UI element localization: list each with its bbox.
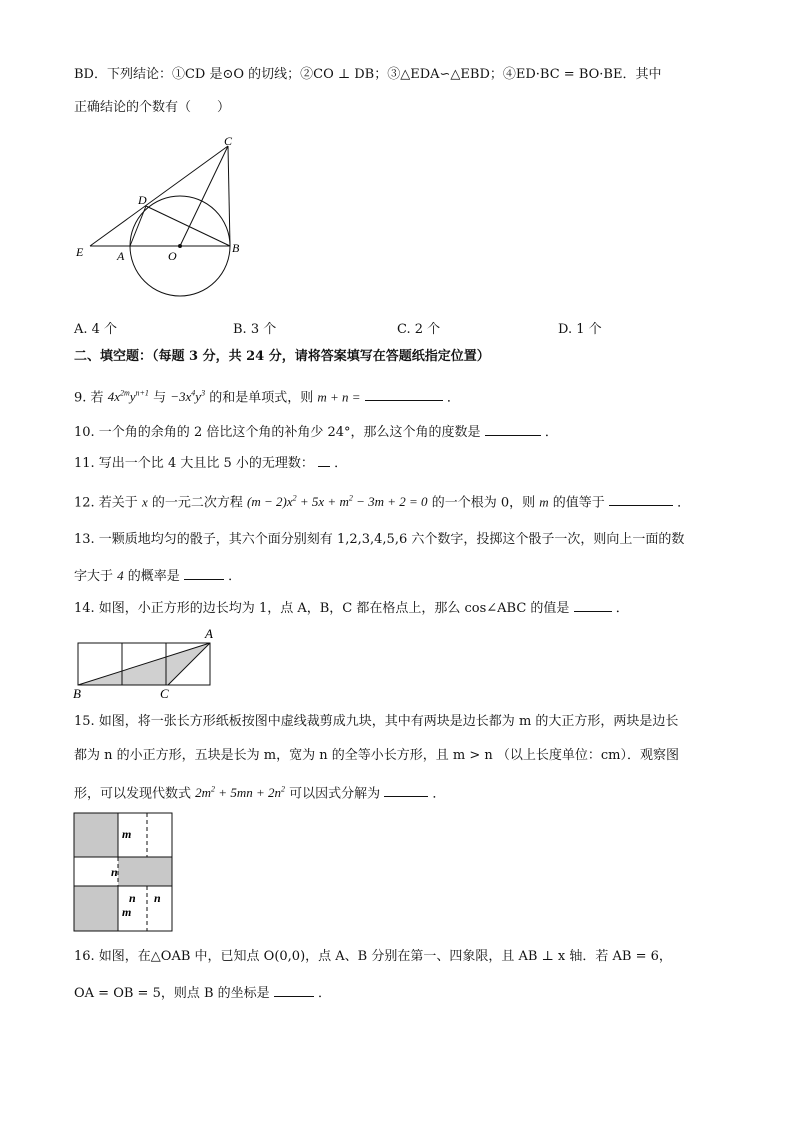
small-square-2 bbox=[147, 857, 172, 886]
q16-line1: 16. 如图，在△OAB 中，已知点 O(0,0)，点 A、B 分别在第一、四象限，且 AB ⊥ x 轴．若 AB = 6， bbox=[74, 949, 672, 964]
q11-answer-blank[interactable] bbox=[318, 454, 330, 467]
q13-number: 4 bbox=[117, 568, 124, 583]
q14 bbox=[74, 599, 629, 618]
label-e: E bbox=[76, 245, 84, 259]
q12 bbox=[74, 490, 690, 512]
q10-end: ． bbox=[544, 425, 558, 440]
q16-line2 bbox=[74, 984, 331, 1003]
q12-b: 的一元二次方程 bbox=[151, 495, 243, 511]
q14-answer-blank[interactable] bbox=[574, 599, 612, 612]
q15-line2: 都为 n 的小正方形，五块是长为 m，宽为 n 的全等小长方形，且 m > n （以上长度单位：cm）．观察图 bbox=[74, 748, 679, 763]
q12-a: 12. 若关于 bbox=[74, 495, 138, 511]
q12-c: 的一个根为 0，则 bbox=[431, 495, 536, 511]
q10 bbox=[74, 423, 558, 442]
q9-expr3: m + n = bbox=[317, 389, 361, 405]
q12-answer-blank[interactable] bbox=[609, 493, 673, 506]
q12-equation: $(m - 2)x^2 + 5x + m^2 - 3m + 2 = 0$ bbox=[247, 494, 428, 510]
q8-geometry bbox=[90, 146, 230, 296]
label-a: A bbox=[117, 249, 125, 263]
label-o: O bbox=[168, 249, 177, 263]
q12-d: 的值等于 bbox=[552, 495, 605, 511]
option-d[interactable]: D. 1 个 bbox=[558, 322, 602, 337]
label-b: B bbox=[232, 241, 240, 255]
q9 bbox=[74, 385, 460, 407]
q9-a: 9. 若 bbox=[74, 390, 104, 406]
option-a[interactable]: A. 4 个 bbox=[74, 322, 118, 337]
q8-figure bbox=[70, 130, 250, 305]
q15-label-m1: m bbox=[122, 827, 132, 841]
label-c: C bbox=[224, 134, 233, 148]
option-c[interactable]: C. 2 个 bbox=[397, 322, 441, 337]
q15-expression: $2m^2 + 5mn + 2n^2$ bbox=[195, 785, 285, 801]
q15-label-n1: n bbox=[111, 865, 118, 879]
q13-c: ． bbox=[228, 569, 242, 584]
small-square-1 bbox=[118, 857, 147, 886]
q14-label-b: B bbox=[73, 686, 81, 700]
q15-label-n2: n bbox=[129, 891, 136, 905]
q9-answer-blank[interactable] bbox=[365, 388, 443, 401]
q9-expr2: $-3x^4y^3$ bbox=[170, 389, 206, 405]
q9-b: 与 bbox=[153, 390, 167, 406]
q9-d: ． bbox=[446, 390, 460, 406]
q15-b: 可以因式分解为 bbox=[289, 786, 381, 802]
line-db bbox=[146, 206, 230, 246]
q14-text: 14. 如图，小正方形的边长均为 1，点 A，B，C 都在格点上，那么 cos∠ABC 的值是 bbox=[74, 601, 570, 616]
line-ad bbox=[130, 206, 146, 246]
center-dot bbox=[178, 244, 182, 248]
q14-end: ． bbox=[615, 601, 629, 616]
q11-end: ． bbox=[334, 456, 348, 471]
q15-label-m2: m bbox=[122, 905, 132, 919]
section-title: 二、填空题：（每题 3 分，共 24 分，请将答案填写在答题纸指定位置） bbox=[74, 349, 490, 364]
q13-answer-blank[interactable] bbox=[184, 567, 224, 580]
option-b[interactable]: B. 3 个 bbox=[233, 322, 277, 337]
q13-a: 字大于 bbox=[74, 569, 114, 584]
q12-var-x: x bbox=[141, 494, 148, 510]
q13-b: 的概率是 bbox=[127, 569, 180, 584]
big-square-bottom bbox=[74, 886, 118, 931]
q16-answer-blank[interactable] bbox=[274, 984, 314, 997]
q12-var-m: m bbox=[539, 494, 549, 510]
q10-text: 10. 一个角的余角的 2 倍比这个角的补角少 24°，那么这个角的度数是 bbox=[74, 425, 481, 440]
q13-line1: 13. 一颗质地均匀的骰子，其六个面分别刻有 1,2,3,4,5,6 六个数字，投掷这个骰子一次，则向上一面的数 bbox=[74, 532, 685, 547]
q15-figure bbox=[73, 812, 173, 932]
q9-expr1: $4x^{2m}y^{n+1}$ bbox=[107, 389, 149, 405]
q8-line1: BD．下列结论：①CD 是⊙O 的切线；②CO ⊥ DB；③△EDA∽△EBD；④ED·BC = BO·BE．其中 bbox=[74, 67, 662, 82]
big-square-top bbox=[74, 813, 118, 857]
line-bc bbox=[228, 146, 230, 246]
q15-line1: 15. 如图，将一张长方形纸板按图中虚线裁剪成九块，其中有两块是边长都为 m 的大正方形，两块是边长 bbox=[74, 714, 679, 729]
q15-answer-blank[interactable] bbox=[384, 784, 428, 797]
q10-answer-blank[interactable] bbox=[485, 423, 541, 436]
q15-label-n3: n bbox=[154, 891, 161, 905]
line-oc bbox=[180, 146, 228, 246]
q15-line3 bbox=[74, 781, 445, 803]
q13-line2 bbox=[74, 567, 241, 586]
q14-label-c: C bbox=[160, 686, 169, 700]
q15-c: ． bbox=[432, 786, 446, 802]
q14-figure bbox=[70, 625, 230, 700]
label-d: D bbox=[138, 193, 147, 207]
q12-e: ． bbox=[677, 495, 691, 511]
q14-label-a: A bbox=[205, 626, 213, 641]
q11 bbox=[74, 454, 347, 473]
q8-line2: 正确结论的个数有（ ） bbox=[74, 100, 231, 115]
q16-text: OA = OB = 5，则点 B 的坐标是 bbox=[74, 986, 270, 1001]
q15-a: 形，可以发现代数式 bbox=[74, 786, 192, 802]
q16-end: ． bbox=[317, 986, 331, 1001]
q9-c: 的和是单项式，则 bbox=[209, 390, 314, 406]
q11-text: 11. 写出一个比 4 大且比 5 小的无理数： bbox=[74, 456, 314, 471]
line-ec bbox=[90, 146, 228, 246]
